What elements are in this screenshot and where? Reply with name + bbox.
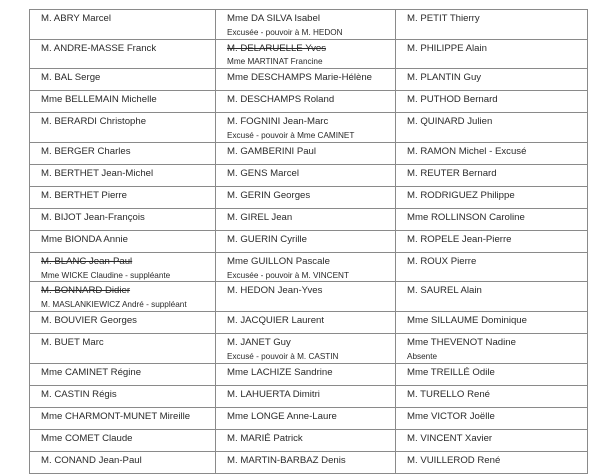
member-name: M. RODRIGUEZ Philippe bbox=[407, 189, 515, 201]
member-name: Mme THEVENOT Nadine bbox=[407, 336, 516, 348]
member-cell bbox=[30, 164, 216, 186]
member-cell bbox=[396, 451, 588, 473]
member-cell bbox=[30, 363, 216, 385]
member-name: M. MARIÉ Patrick bbox=[227, 432, 303, 444]
member-name: M. VINCENT Xavier bbox=[407, 432, 493, 444]
member-cell bbox=[396, 230, 588, 252]
member-name: M. QUINARD Julien bbox=[407, 116, 493, 128]
table-row bbox=[30, 10, 588, 40]
member-cell bbox=[30, 333, 216, 363]
member-remark: Excusé - pouvoir à Mme CAMINET bbox=[227, 130, 355, 140]
member-cell bbox=[30, 208, 216, 230]
member-name: M. REUTER Bernard bbox=[407, 167, 497, 179]
member-cell bbox=[30, 429, 216, 451]
member-cell bbox=[30, 311, 216, 333]
member-name: Mme LONGE Anne-Laure bbox=[227, 410, 337, 422]
member-name: Mme BIONDA Annie bbox=[41, 233, 128, 245]
member-cell bbox=[30, 407, 216, 429]
member-name: M. GUERIN Cyrille bbox=[227, 233, 307, 245]
member-cell bbox=[30, 142, 216, 164]
table-row bbox=[30, 164, 588, 186]
table-row bbox=[30, 282, 588, 312]
member-name: Mme COMET Claude bbox=[41, 432, 133, 444]
member-cell bbox=[396, 91, 588, 113]
member-name: M. JANET Guy bbox=[227, 336, 291, 348]
member-cell bbox=[216, 142, 396, 164]
member-name: M. PHILIPPE Alain bbox=[407, 42, 487, 54]
member-name: M. PUTHOD Bernard bbox=[407, 94, 498, 106]
member-remark: Excusée - pouvoir à M. VINCENT bbox=[227, 270, 349, 280]
member-cell bbox=[30, 282, 216, 312]
member-name: M. BERTHET Jean-Michel bbox=[41, 167, 154, 179]
member-name: M. PETIT Thierry bbox=[407, 13, 480, 24]
member-name: Mme GUILLON Pascale bbox=[227, 255, 330, 267]
member-name: Mme DESCHAMPS Marie-Hélène bbox=[227, 72, 373, 84]
member-name: M. BONNARD Didier bbox=[41, 285, 131, 297]
member-name: Mme CHARMONT-MUNET Mireille bbox=[41, 410, 191, 422]
member-name: M. VUILLEROD René bbox=[407, 454, 501, 466]
table-row bbox=[30, 363, 588, 385]
member-cell bbox=[216, 311, 396, 333]
member-cell bbox=[216, 451, 396, 473]
member-cell bbox=[396, 10, 588, 40]
member-cell bbox=[396, 186, 588, 208]
member-cell bbox=[216, 164, 396, 186]
member-remark: M. MASLANKIEWICZ André - suppléant bbox=[41, 300, 187, 310]
member-cell bbox=[396, 113, 588, 143]
member-name: M. GERIN Georges bbox=[227, 189, 311, 201]
member-name: M. BUET Marc bbox=[41, 336, 104, 348]
member-name: M. JACQUIER Laurent bbox=[227, 314, 325, 326]
table-row bbox=[30, 208, 588, 230]
member-cell bbox=[216, 91, 396, 113]
member-cell bbox=[396, 385, 588, 407]
member-cell bbox=[216, 252, 396, 282]
member-name: M. CASTIN Régis bbox=[41, 388, 117, 400]
member-remark: Excusé - pouvoir à M. CASTIN bbox=[227, 351, 339, 361]
table-row bbox=[30, 429, 588, 451]
member-name: Mme CAMINET Régine bbox=[41, 366, 142, 378]
member-cell bbox=[216, 208, 396, 230]
table-row bbox=[30, 333, 588, 363]
member-remark: Absente bbox=[407, 351, 438, 361]
member-name: Mme SILLAUME Dominique bbox=[407, 314, 527, 326]
member-name: M. GIREL Jean bbox=[227, 211, 293, 223]
member-cell bbox=[396, 311, 588, 333]
member-cell bbox=[396, 208, 588, 230]
member-name: M. DELARUELLE Yves bbox=[227, 42, 327, 54]
member-cell bbox=[30, 230, 216, 252]
member-cell bbox=[396, 252, 588, 282]
member-remark: Excusée - pouvoir à M. HEDON bbox=[227, 27, 343, 37]
member-name: M. BERGER Charles bbox=[41, 145, 131, 157]
table-row bbox=[30, 451, 588, 473]
member-cell bbox=[216, 186, 396, 208]
member-cell bbox=[216, 385, 396, 407]
member-name: M. MARTIN-BARBAZ Denis bbox=[227, 454, 346, 466]
member-cell bbox=[30, 10, 216, 40]
member-cell bbox=[396, 407, 588, 429]
attendance-table bbox=[29, 9, 588, 474]
attendance-table-body bbox=[30, 10, 588, 474]
member-name: M. BERARDI Christophe bbox=[41, 116, 147, 128]
member-name: Mme VICTOR Joëlle bbox=[407, 410, 495, 422]
member-cell bbox=[30, 113, 216, 143]
member-name: M. BLANC Jean-Paul bbox=[41, 255, 133, 267]
member-name: Mme DA SILVA Isabel bbox=[227, 13, 320, 24]
table-row bbox=[30, 39, 588, 69]
member-cell bbox=[216, 429, 396, 451]
table-row bbox=[30, 113, 588, 143]
table-row bbox=[30, 186, 588, 208]
member-name: M. DESCHAMPS Roland bbox=[227, 94, 335, 106]
table-row bbox=[30, 407, 588, 429]
member-name: M. ABRY Marcel bbox=[41, 13, 112, 24]
table-row bbox=[30, 311, 588, 333]
member-cell bbox=[396, 69, 588, 91]
member-name: M. HEDON Jean-Yves bbox=[227, 285, 323, 297]
member-cell bbox=[216, 363, 396, 385]
member-name: M. ANDRE-MASSE Franck bbox=[41, 42, 157, 54]
member-name: M. BERTHET Pierre bbox=[41, 189, 128, 201]
member-name: M. PLANTIN Guy bbox=[407, 72, 482, 84]
member-cell bbox=[216, 282, 396, 312]
member-name: Mme LACHIZE Sandrine bbox=[227, 366, 333, 378]
member-cell bbox=[30, 91, 216, 113]
member-cell bbox=[396, 282, 588, 312]
member-name: Mme ROLLINSON Caroline bbox=[407, 211, 525, 223]
member-cell bbox=[396, 142, 588, 164]
member-cell bbox=[396, 164, 588, 186]
member-cell bbox=[216, 39, 396, 69]
member-name: M. BAL Serge bbox=[41, 72, 101, 84]
member-name: M. TURELLO René bbox=[407, 388, 490, 400]
member-name: M. ROUX Pierre bbox=[407, 255, 477, 267]
member-name: Mme TREILLÉ Odile bbox=[407, 366, 495, 378]
member-cell bbox=[216, 10, 396, 40]
member-remark: Mme MARTINAT Francine bbox=[227, 57, 323, 67]
member-cell bbox=[216, 333, 396, 363]
member-name: Mme BELLEMAIN Michelle bbox=[41, 94, 157, 106]
member-cell bbox=[30, 252, 216, 282]
member-cell bbox=[216, 113, 396, 143]
member-name: M. BIJOT Jean-François bbox=[41, 211, 145, 223]
member-name: M. BOUVIER Georges bbox=[41, 314, 137, 326]
table-row bbox=[30, 142, 588, 164]
member-cell bbox=[216, 407, 396, 429]
member-cell bbox=[396, 429, 588, 451]
member-name: M. ROPELE Jean-Pierre bbox=[407, 233, 512, 245]
member-cell bbox=[396, 39, 588, 69]
member-cell bbox=[396, 363, 588, 385]
member-name: M. GAMBERINI Paul bbox=[227, 145, 317, 157]
member-name: M. FOGNINI Jean-Marc bbox=[227, 116, 329, 128]
member-cell bbox=[30, 385, 216, 407]
member-name: M. LAHUERTA Dimitri bbox=[227, 388, 320, 400]
member-cell bbox=[30, 39, 216, 69]
table-row bbox=[30, 69, 588, 91]
member-cell bbox=[216, 69, 396, 91]
member-remark: Mme WICKE Claudine - suppléante bbox=[41, 270, 171, 280]
table-row bbox=[30, 385, 588, 407]
table-row bbox=[30, 252, 588, 282]
member-name: M. RAMON Michel - Excusé bbox=[407, 145, 527, 157]
member-cell bbox=[396, 333, 588, 363]
member-cell bbox=[30, 451, 216, 473]
member-cell bbox=[216, 230, 396, 252]
member-name: M. GENS Marcel bbox=[227, 167, 299, 179]
member-cell bbox=[30, 69, 216, 91]
member-name: M. CONAND Jean-Paul bbox=[41, 454, 142, 466]
table-row bbox=[30, 91, 588, 113]
member-cell bbox=[30, 186, 216, 208]
table-row bbox=[30, 230, 588, 252]
member-name: M. SAUREL Alain bbox=[407, 285, 482, 297]
